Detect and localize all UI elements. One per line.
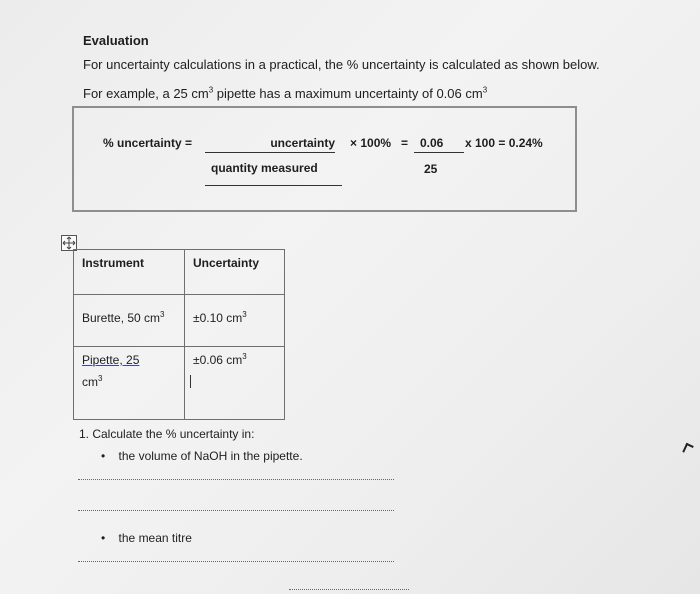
formula-equals: = xyxy=(401,136,409,150)
answer-line[interactable] xyxy=(78,561,394,562)
header-uncertainty: Uncertainty xyxy=(185,250,285,295)
formula-label: % uncertainty = xyxy=(103,136,193,150)
pipette-label: Pipette, 25 $cm^3$ xyxy=(82,353,140,389)
example-text: For example, a 25 $cm^3$ pipette has a maximum uncertainty of 0.06 $cm^3$ xyxy=(83,85,488,101)
uncertainty-table xyxy=(73,249,285,420)
question-title: 1. Calculate the % uncertainty in: xyxy=(79,427,255,441)
answer-line[interactable] xyxy=(78,510,394,511)
burette-label: Burette, 50 $cm^3$ xyxy=(82,310,165,325)
table-row xyxy=(74,295,285,347)
table-header-row xyxy=(74,250,285,295)
pipette-uncertainty: ±0.06 $cm^3$ xyxy=(193,352,247,367)
formula-times-100: × 100% xyxy=(350,136,392,150)
section-heading: Evaluation xyxy=(83,33,149,48)
example-numerator: 0.06 xyxy=(414,136,464,153)
intro-text: For uncertainty calculations in a practical, the % uncertainty is calculated as shown below. xyxy=(83,57,600,72)
formula-box xyxy=(72,106,577,212)
table-row xyxy=(74,347,285,420)
pen-mark xyxy=(682,443,693,455)
burette-uncertainty: ±0.10 $cm^3$ xyxy=(193,310,247,325)
example-result: x 100 = 0.24% xyxy=(465,136,543,150)
formula-denominator: quantity measured xyxy=(211,161,318,175)
text-cursor xyxy=(190,375,191,388)
example-denominator: 25 xyxy=(424,162,438,176)
bullet-item: • the mean titre xyxy=(101,531,192,545)
formula-numerator: uncertainty xyxy=(205,136,335,153)
answer-line[interactable] xyxy=(78,479,394,480)
bullet-item: • the volume of NaOH in the pipette. xyxy=(101,449,303,463)
answer-line[interactable] xyxy=(289,589,409,590)
header-instrument: Instrument xyxy=(74,250,185,295)
formula-underline xyxy=(205,185,342,186)
